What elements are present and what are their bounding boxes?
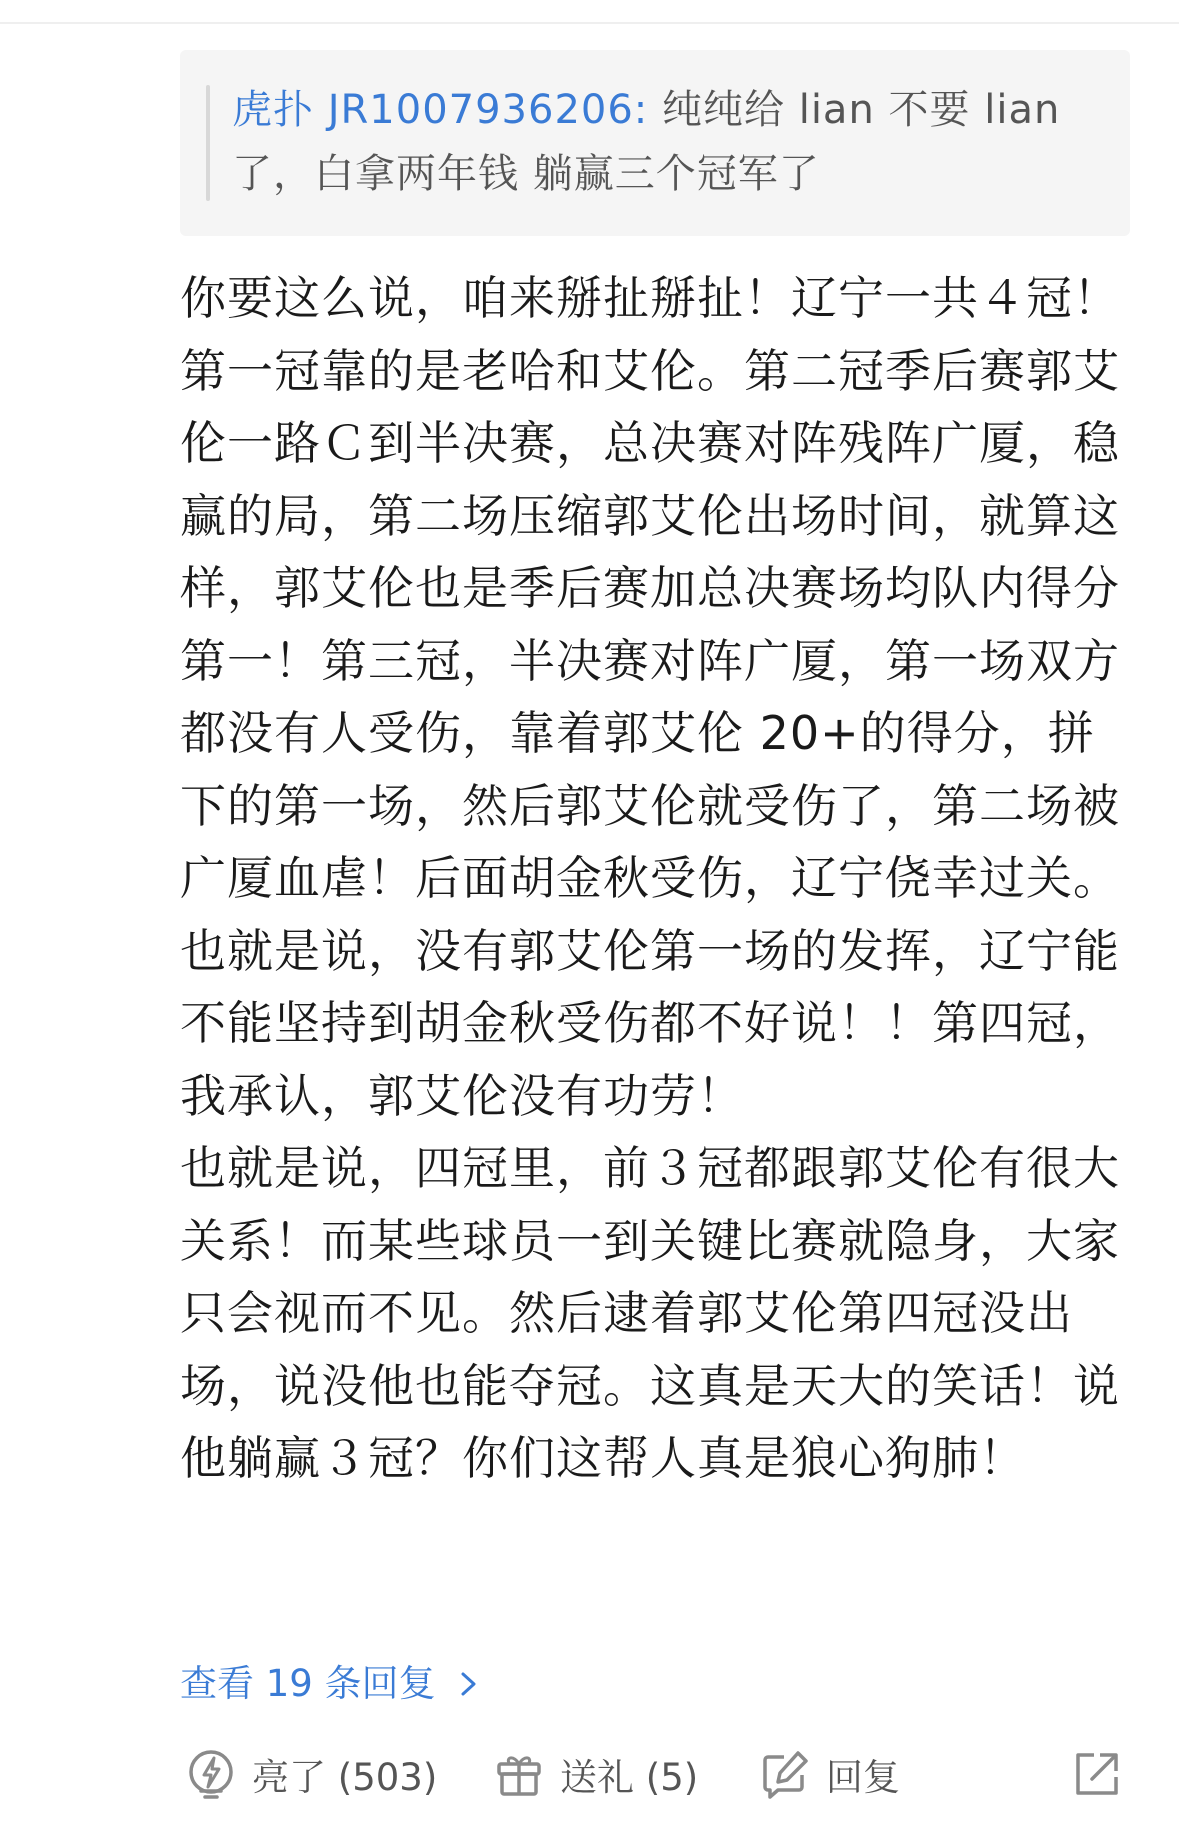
comment-paragraph-2: 也就是说，四冠里，前３冠都跟郭艾伦有很大关系！而某些球员一到关键比赛就隐身，大家只会视而不见。然后逮着郭艾伦第四冠没出场，说没他也能夺冠。这真是天大的笑话！说他躺赢３冠？你们这帮人真是狼心狗肺！ [180, 1141, 1120, 1485]
comment-body [180, 262, 1120, 1495]
share-icon [1070, 1747, 1124, 1801]
reply-button[interactable] [758, 1742, 900, 1806]
edit-icon [758, 1747, 812, 1801]
like-count-label: 亮了 (503) [252, 1756, 438, 1799]
reply-label: 回复 [826, 1756, 900, 1799]
top-divider [0, 22, 1179, 24]
view-replies-link[interactable] [180, 1654, 480, 1714]
action-bar [180, 1742, 1140, 1806]
quoted-comment[interactable] [180, 50, 1130, 236]
gift-button[interactable] [492, 1742, 698, 1806]
gift-icon [492, 1747, 546, 1801]
quote-author[interactable]: 虎扑 JR1007936206: [232, 87, 649, 133]
gift-count-label: 送礼 (5) [560, 1756, 699, 1799]
quote-text: 纯纯给 lian 不要 lian 了，白拿两年钱 躺赢三个冠军了 [232, 87, 1061, 197]
chevron-right-icon [458, 1669, 480, 1699]
comment-paragraph-1: 你要这么说，咱来掰扯掰扯！辽宁一共４冠！第一冠靠的是老哈和艾伦。第二冠季后赛郭艾伦一路Ｃ到半决赛，总决赛对阵残阵广厦，稳赢的局，第二场压缩郭艾伦出场时间，就算这样，郭艾伦也是季后赛加总决赛场均队内得分第一！第三冠，半决赛对阵广厦，第一场双方都没有人受伤，靠着郭艾伦 20+的得分，拼下的第一场，然后郭艾伦就受伤了，第二场被广厦血虐！后面胡金秋受伤，辽宁侥幸过关。也就是说，没有郭艾伦第一场的发挥，辽宁能不能坚持到胡金秋受伤都不好说！！第四冠，我承认，郭艾伦没有功劳！ [180, 271, 1120, 1123]
quote-text-block [232, 78, 1102, 206]
view-replies-label: 查看 19 条回复 [180, 1662, 436, 1705]
share-button[interactable] [1070, 1742, 1138, 1806]
quote-bar [206, 85, 210, 201]
like-button[interactable] [184, 1742, 437, 1806]
lightning-icon [184, 1747, 238, 1801]
